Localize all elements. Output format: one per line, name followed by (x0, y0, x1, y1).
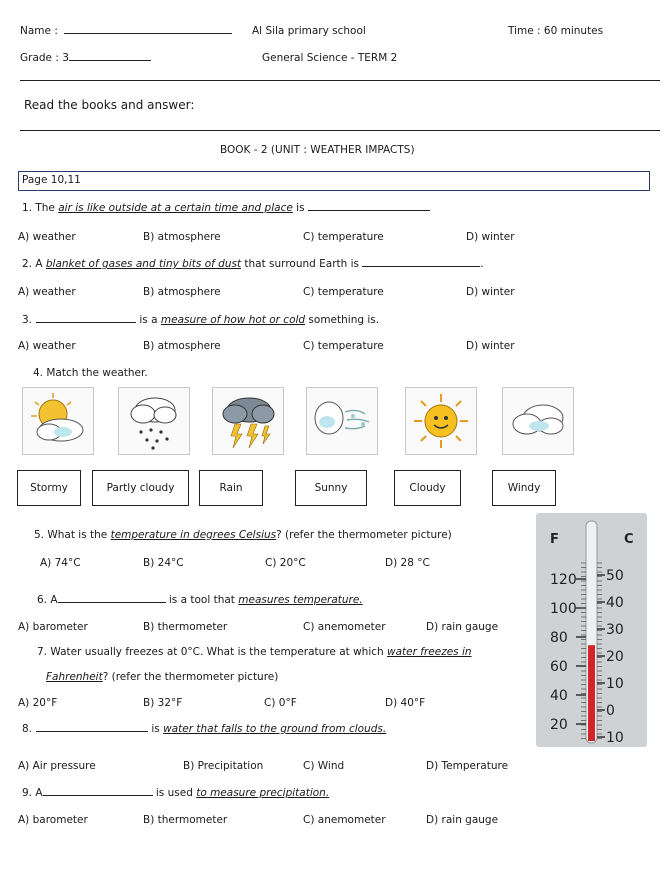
fahrenheit-ticks (550, 563, 586, 739)
q9-option-b[interactable]: B) thermometer (143, 814, 228, 826)
cloudy-icon (503, 388, 573, 454)
word-box-sunny[interactable]: Sunny (295, 470, 367, 506)
name-label: Name : (20, 25, 232, 37)
q2-option-d[interactable]: D) winter (466, 286, 515, 298)
q3-option-c[interactable]: C) temperature (303, 340, 384, 352)
answer-blank-1[interactable] (308, 210, 430, 211)
partly-cloudy-icon (23, 388, 93, 454)
q6-option-d[interactable]: D) rain gauge (426, 621, 499, 633)
answer-blank-6[interactable] (58, 602, 166, 603)
question-2: 2. A blanket of gases and tiny bits of dust that surround Earth is . (22, 258, 484, 270)
fahrenheit-tick-label: 80 (550, 630, 568, 646)
page-reference: Page 10,11 (22, 174, 81, 186)
name-blank[interactable] (64, 33, 232, 34)
q7-option-a[interactable]: A) 20°F (18, 697, 58, 709)
fahrenheit-tick-label: 60 (550, 659, 568, 675)
q2-option-b[interactable]: B) atmosphere (143, 286, 221, 298)
q5-option-b[interactable]: B) 24°C (143, 557, 184, 569)
celsius-tick-label: 20 (606, 649, 624, 665)
mercury-column (588, 645, 595, 741)
celsius-tick-label: 40 (606, 595, 624, 611)
fahrenheit-tick-label: 20 (550, 717, 568, 733)
windy-icon (307, 388, 377, 454)
page-reference-box (18, 171, 650, 191)
q5-option-d[interactable]: D) 28 °C (385, 557, 430, 569)
q2-option-c[interactable]: C) temperature (303, 286, 384, 298)
q9-option-a[interactable]: A) barometer (18, 814, 88, 826)
word-box-partly-cloudy[interactable]: Partly cloudy (92, 470, 189, 506)
q3-option-d[interactable]: D) winter (466, 340, 515, 352)
q1-option-c[interactable]: C) temperature (303, 231, 384, 243)
answer-blank-2[interactable] (362, 266, 480, 267)
fahrenheit-tick-label: 40 (550, 688, 568, 704)
fahrenheit-tick-label: 100 (550, 601, 577, 617)
book-title: BOOK - 2 (UNIT : WEATHER IMPACTS) (220, 144, 415, 156)
question-7-line-1: 7. Water usually freezes at 0°C. What is the temperature at which water freezes in (37, 646, 472, 658)
celsius-ticks (597, 563, 624, 746)
answer-blank-9[interactable] (43, 795, 153, 796)
question-3: 3. is a measure of how hot or cold something is. (22, 314, 380, 326)
celsius-tick-label: 10 (606, 676, 624, 692)
picture-5 (405, 387, 477, 455)
question-9: 9. A is used to measure precipitation. (22, 787, 330, 799)
question-4: 4. Match the weather. (33, 367, 148, 379)
question-6: 6. A is a tool that measures temperature. (37, 594, 363, 606)
grade-blank[interactable] (69, 60, 151, 61)
q3-option-a[interactable]: A) weather (18, 340, 76, 352)
question-7-line-2: Fahrenheit? (refer the thermometer picture) (46, 671, 279, 683)
picture-6 (502, 387, 574, 455)
word-box-windy[interactable]: Windy (492, 470, 556, 506)
instruction: Read the books and answer: (24, 98, 195, 112)
q3-option-b[interactable]: B) atmosphere (143, 340, 221, 352)
q6-option-a[interactable]: A) barometer (18, 621, 88, 633)
q9-option-c[interactable]: C) anemometer (303, 814, 386, 826)
q2-option-a[interactable]: A) weather (18, 286, 76, 298)
thermometer-scale (536, 513, 647, 747)
instruction-divider (20, 130, 660, 131)
celsius-tick-label: 30 (606, 622, 624, 638)
picture-2 (118, 387, 190, 455)
celsius-tick-label: 10 (606, 730, 624, 746)
sunny-icon (406, 388, 476, 454)
header-divider (20, 80, 660, 81)
celsius-label: C (624, 532, 634, 547)
q1-option-b[interactable]: B) atmosphere (143, 231, 221, 243)
q9-option-d[interactable]: D) rain gauge (426, 814, 499, 826)
picture-3 (212, 387, 284, 455)
q5-option-c[interactable]: C) 20°C (265, 557, 306, 569)
subject-label: General Science - TERM 2 (262, 52, 398, 64)
fahrenheit-tick-label: 120 (550, 572, 577, 588)
picture-1 (22, 387, 94, 455)
question-5: 5. What is the temperature in degrees Celsius? (refer the thermometer picture) (34, 529, 452, 541)
q6-option-b[interactable]: B) thermometer (143, 621, 228, 633)
stormy-icon (213, 388, 283, 454)
word-box-stormy[interactable]: Stormy (17, 470, 81, 506)
q7-option-b[interactable]: B) 32°F (143, 697, 183, 709)
answer-blank-3[interactable] (36, 322, 136, 323)
question-1: 1. The air is like outside at a certain time and place is (22, 202, 430, 214)
question-8: 8. is water that falls to the ground from clouds. (22, 723, 387, 735)
q8-option-b[interactable]: B) Precipitation (183, 760, 264, 772)
school-name: Al Sila primary school (252, 25, 366, 37)
rain-icon (119, 388, 189, 454)
word-box-cloudy[interactable]: Cloudy (394, 470, 461, 506)
q6-option-c[interactable]: C) anemometer (303, 621, 386, 633)
time-label: Time : 60 minutes (508, 25, 604, 37)
fahrenheit-label: F (550, 532, 559, 547)
q8-option-d[interactable]: D) Temperature (426, 760, 509, 772)
celsius-tick-label: 50 (606, 568, 624, 584)
q1-option-d[interactable]: D) winter (466, 231, 515, 243)
celsius-tick-label: 0 (606, 703, 615, 719)
q1-option-a[interactable]: A) weather (18, 231, 76, 243)
q5-option-a[interactable]: A) 74°C (40, 557, 81, 569)
q7-option-d[interactable]: D) 40°F (385, 697, 426, 709)
grade-label: Grade : 3 (20, 52, 151, 64)
q8-option-a[interactable]: A) Air pressure (18, 760, 96, 772)
picture-4 (306, 387, 378, 455)
answer-blank-8[interactable] (36, 731, 148, 732)
word-box-rain[interactable]: Rain (199, 470, 263, 506)
q7-option-c[interactable]: C) 0°F (264, 697, 297, 709)
thermometer-picture (536, 513, 647, 747)
q8-option-c[interactable]: C) Wind (303, 760, 345, 772)
